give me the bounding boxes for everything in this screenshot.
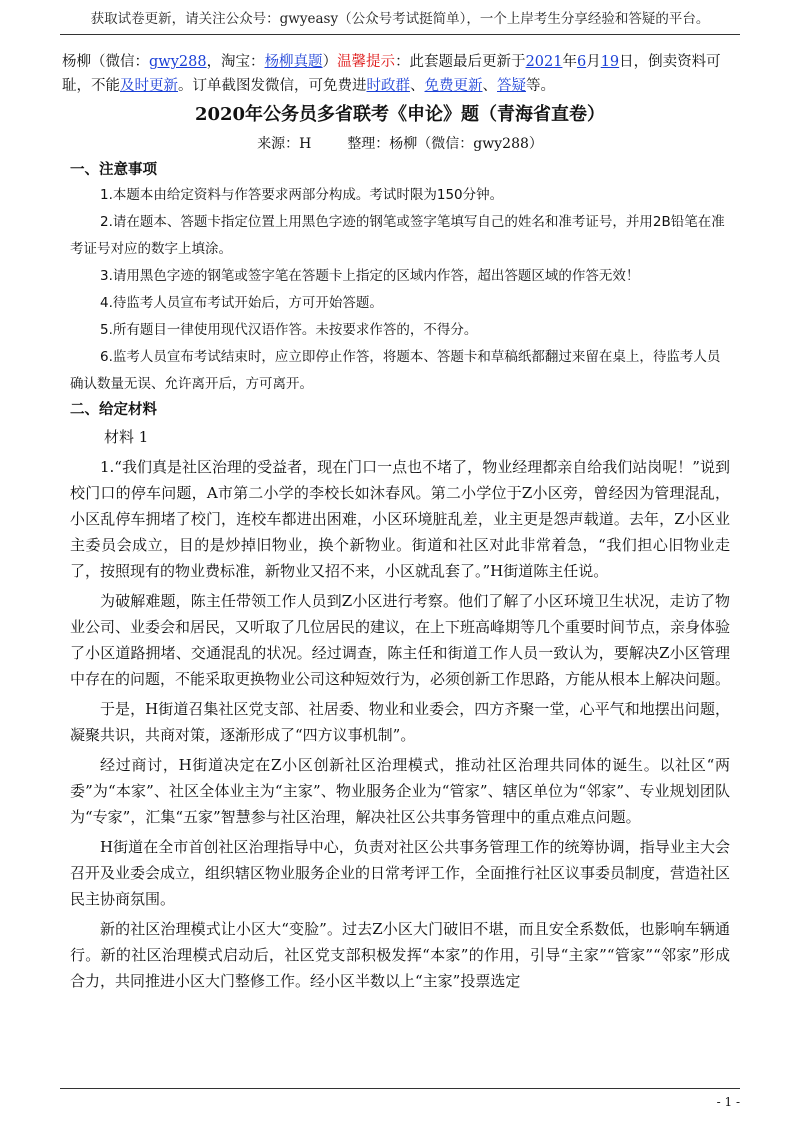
source-organizer: 整理：杨柳（微信：gwy288） <box>347 136 543 152</box>
source-line <box>0 133 800 155</box>
note-item: 2.请在题本、答题卡指定位置上用黑色字迹的钢笔或签字笔填写自己的姓名和准考证号，并用2B铅笔在准考证号对应的数字上填涂。 <box>70 214 725 257</box>
material-paragraph: 新的社区治理模式让小区大“变脸”。过去Z小区大门破旧不堪，而且安全系数低，也影响车辆通行。新的社区治理模式启动后，社区党支部积极发挥“本家”的作用，引导“主家”“管家”“邻家”形成合力，共同推进小区大门整修工作。经小区半数以上“主家”投票选定 <box>70 920 730 990</box>
page-header <box>60 6 740 35</box>
source-from: 来源：H <box>257 136 312 152</box>
material-paragraph: H街道在全市首创社区治理指导中心，负责对社区公共事务管理工作的统筹协调，指导业主大会召开及业委会成立，组织辖区物业服务企业的日常考评工作，全面推行社区议事委员制度，营造社区民主协商氛围。 <box>70 838 731 908</box>
politics-group-link[interactable]: 时政群 <box>366 78 410 94</box>
note-item: 5.所有题目一律使用现代汉语作答。未按要求作答的，不得分。 <box>100 322 478 338</box>
update-day: 19 <box>600 54 620 70</box>
notice-text: ：此套题最后更新于 <box>395 54 526 70</box>
notice-text: ，淘宝： <box>206 54 265 70</box>
update-month: 6 <box>576 54 587 70</box>
header-text: 获取试卷更新，请关注公众号：gwyeasy（公众号考试挺简单），一个上岸考生分享经验和答疑的平台。 <box>90 11 710 27</box>
page-footer <box>60 1088 740 1119</box>
document-title: 2020年公务员多省联考《申论》题（青海省直卷） <box>194 104 606 125</box>
material-paragraph: 1.“我们真是社区治理的受益者，现在门口一点也不堵了，物业经理都亲自给我们站岗呢！”说到校门口的停车问题，A市第二小学的李校长如沐春风。第二小学位于Z小区旁，曾经因为管理混乱，小区乱停车拥堵了校门，连校车都进出困难，小区环境脏乱差，业主更是怨声载道。去年，Z小区业主委员会成立，目的是炒掉旧物业，换个新物业。街道和社区对此非常着急，“我们担心旧物业走了，按照现有的物业费标准，新物业又招不来，小区就乱套了。”H街道陈主任说。 <box>70 458 730 580</box>
warm-tip-label: 温馨提示 <box>337 54 396 70</box>
note-item: 6.监考人员宣布考试结束时，应立即停止作答，将题本、答题卡和草稿纸都翻过来留在桌上，待监考人员确认数量无误、允许离开后，方可离开。 <box>70 349 721 392</box>
notice-text: 年 <box>562 54 577 70</box>
free-update-link[interactable]: 免费更新 <box>424 78 483 94</box>
material-paragraph: 于是，H街道召集社区党支部、社居委、物业和业委会，四方齐聚一堂，心平气和地摆出问题，凝聚共识，共商对策，逐渐形成了“四方议事机制”。 <box>70 700 730 744</box>
notice-text: 日，倒卖资料可耻，不能 <box>62 54 721 94</box>
update-year: 2021 <box>525 54 563 70</box>
notice-text: 。订单截图发微信，可免费进 <box>178 78 367 94</box>
notice-text: 等。 <box>526 78 555 94</box>
page-number: - 1 - <box>716 1095 740 1109</box>
material-label: 材料 1 <box>104 428 149 446</box>
section-heading-materials: 二、给定材料 <box>70 401 157 418</box>
notice-text: 、 <box>410 78 425 94</box>
note-item: 4.待监考人员宣布考试开始后，方可开始答题。 <box>100 295 383 311</box>
wechat-link[interactable]: gwy288 <box>149 54 207 70</box>
document-body <box>70 158 730 994</box>
notice-text: 月 <box>586 54 601 70</box>
update-notice <box>62 50 738 98</box>
notice-text: ） <box>322 54 338 70</box>
section-heading-notes: 一、注意事项 <box>70 161 157 178</box>
notice-text: 杨柳（微信： <box>62 54 149 70</box>
qa-link[interactable]: 答疑 <box>497 78 526 94</box>
material-paragraph: 为破解难题，陈主任带领工作人员到Z小区进行考察。他们了解了小区环境卫生状况，走访了物业公司、业委会和居民，又听取了几位居民的建议，在上下班高峰期等几个重要时间节点，亲身体验了小区道路拥堵、交通混乱的状况。经过调查，陈主任和街道工作人员一致认为，要解决Z小区管理中存在的问题，不能采取更换物业公司这种短效行为，必须创新工作思路，方能从根本上解决问题。 <box>70 592 731 688</box>
material-paragraph: 经过商讨，H街道决定在Z小区创新社区治理模式，推动社区治理共同体的诞生。以社区“两委”为“本家”、社区全体业主为“主家”、物业服务企业为“管家”、辖区单位为“邻家”、专业规划团队为“专家”，汇集“五家”智慧参与社区治理，解决社区公共事务管理中的重点难点问题。 <box>70 756 730 826</box>
note-item: 1.本题本由给定资料与作答要求两部分构成。考试时限为150分钟。 <box>100 187 504 203</box>
taobao-link[interactable]: 杨柳真题 <box>264 54 323 70</box>
note-item: 3.请用黑色字迹的钢笔或签字笔在答题卡上指定的区域内作答，超出答题区域的作答无效！ <box>100 268 640 284</box>
notice-text: 、 <box>482 78 497 94</box>
timely-update-link[interactable]: 及时更新 <box>120 78 178 94</box>
